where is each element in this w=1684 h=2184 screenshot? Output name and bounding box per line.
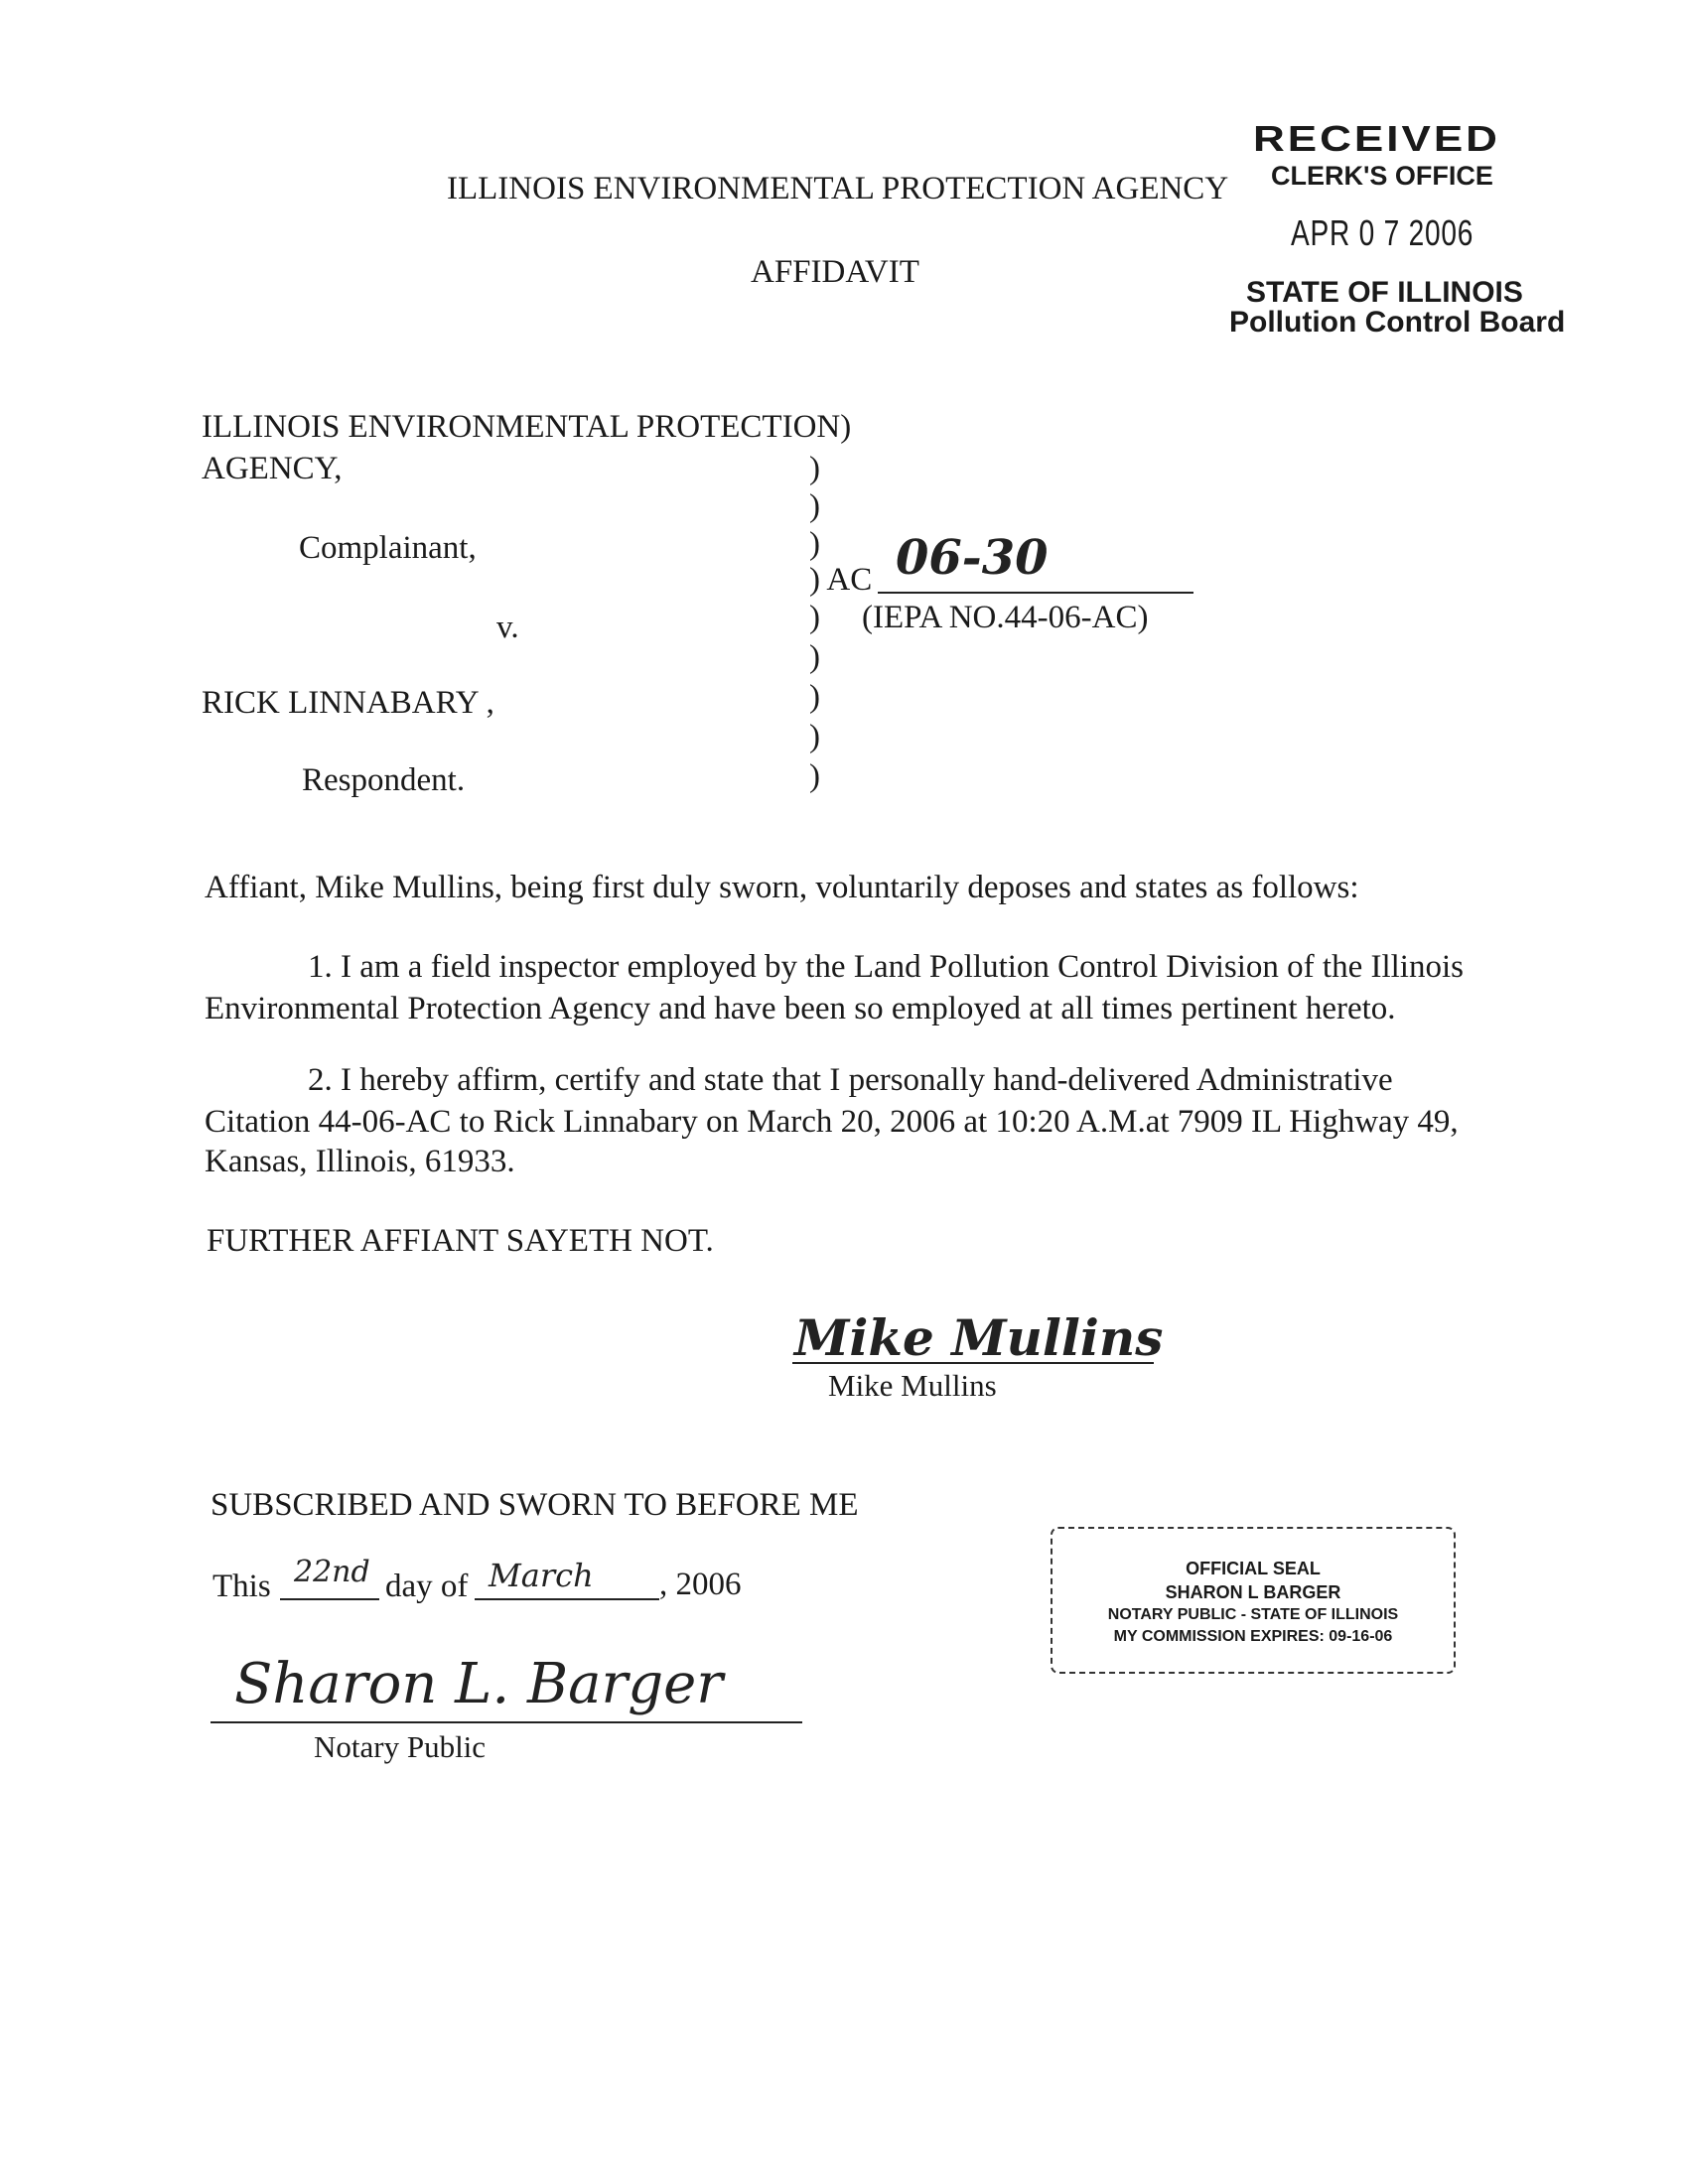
caption-paren: ) bbox=[809, 600, 820, 635]
caption-paren: ) bbox=[809, 679, 820, 715]
caption-paren: ) bbox=[809, 526, 820, 562]
affiant-printed-name: Mike Mullins bbox=[828, 1368, 997, 1403]
paragraph-2-line-1: 2. I hereby affirm, certify and state that I personally hand-delivered Administrative bbox=[308, 1062, 1393, 1098]
received-stamp-board: Pollution Control Board bbox=[1229, 306, 1566, 339]
ac-number-line bbox=[878, 592, 1193, 594]
received-stamp-title: RECEIVED bbox=[1253, 119, 1500, 160]
received-stamp-office: CLERK'S OFFICE bbox=[1271, 161, 1493, 191]
agency-header: ILLINOIS ENVIRONMENTAL PROTECTION AGENCY bbox=[447, 171, 1229, 206]
complainant-name-line2: AGENCY, bbox=[202, 451, 343, 486]
received-stamp-state: STATE OF ILLINOIS bbox=[1246, 276, 1523, 309]
notary-month-line bbox=[475, 1598, 659, 1600]
document-title: AFFIDAVIT bbox=[751, 254, 919, 290]
notary-title: Notary Public bbox=[314, 1729, 487, 1764]
paragraph-1-line-1: 1. I am a field inspector employed by the Land Pollution Control Division of the Illinois bbox=[308, 949, 1464, 985]
caption-paren: ) bbox=[809, 719, 820, 754]
caption-paren: ) bbox=[809, 758, 820, 794]
affiant-signature-line bbox=[792, 1362, 1154, 1364]
notary-signature: Sharon L. Barger bbox=[234, 1652, 724, 1716]
seal-commission-expiry: MY COMMISSION EXPIRES: 09-16-06 bbox=[1113, 1628, 1393, 1645]
seal-title: OFFICIAL SEAL bbox=[1186, 1559, 1321, 1578]
notary-year: , 2006 bbox=[659, 1567, 742, 1602]
ac-number-handwritten: 06-30 bbox=[896, 530, 1049, 586]
closing-statement: FURTHER AFFIANT SAYETH NOT. bbox=[207, 1223, 714, 1259]
affiant-signature: Mike Mullins bbox=[794, 1308, 1164, 1367]
received-stamp-date: APR 0 7 2006 bbox=[1291, 212, 1474, 253]
ac-label: ) AC bbox=[809, 562, 873, 598]
caption-paren: ) bbox=[809, 451, 820, 486]
respondent-name: RICK LINNABARY , bbox=[202, 685, 494, 721]
notary-day-handwritten: 22nd bbox=[294, 1555, 370, 1589]
official-notary-seal bbox=[1051, 1527, 1456, 1674]
seal-notary-name: SHARON L BARGER bbox=[1165, 1582, 1341, 1602]
iepa-number: (IEPA NO.44-06-AC) bbox=[862, 600, 1149, 635]
caption-paren: ) bbox=[809, 639, 820, 675]
notary-signature-line bbox=[210, 1721, 802, 1723]
notary-day-of-label: day of bbox=[385, 1569, 469, 1604]
complainant-name-line1: ILLINOIS ENVIRONMENTAL PROTECTION) bbox=[202, 409, 852, 445]
paragraph-1-line-2: Environmental Protection Agency and have been so employed at all times pertinent hereto. bbox=[205, 991, 1396, 1026]
respondent-label: Respondent. bbox=[302, 762, 466, 798]
notary-day-line bbox=[280, 1598, 379, 1600]
notary-heading: SUBSCRIBED AND SWORN TO BEFORE ME bbox=[210, 1487, 859, 1523]
affiant-intro: Affiant, Mike Mullins, being first duly sworn, voluntarily deposes and states as follows: bbox=[205, 870, 1359, 905]
seal-notary-state: NOTARY PUBLIC - STATE OF ILLINOIS bbox=[1107, 1606, 1399, 1623]
notary-month-handwritten: March bbox=[489, 1557, 594, 1594]
paragraph-2-line-2: Citation 44-06-AC to Rick Linnabary on March 20, 2006 at 10:20 A.M.at 7909 IL Highway 49, bbox=[205, 1104, 1459, 1140]
versus-label: v. bbox=[496, 610, 519, 645]
caption-paren: ) bbox=[809, 488, 820, 524]
notary-this-label: This bbox=[212, 1569, 271, 1604]
complainant-label: Complainant, bbox=[299, 530, 477, 566]
paragraph-2-line-3: Kansas, Illinois, 61933. bbox=[205, 1144, 515, 1179]
